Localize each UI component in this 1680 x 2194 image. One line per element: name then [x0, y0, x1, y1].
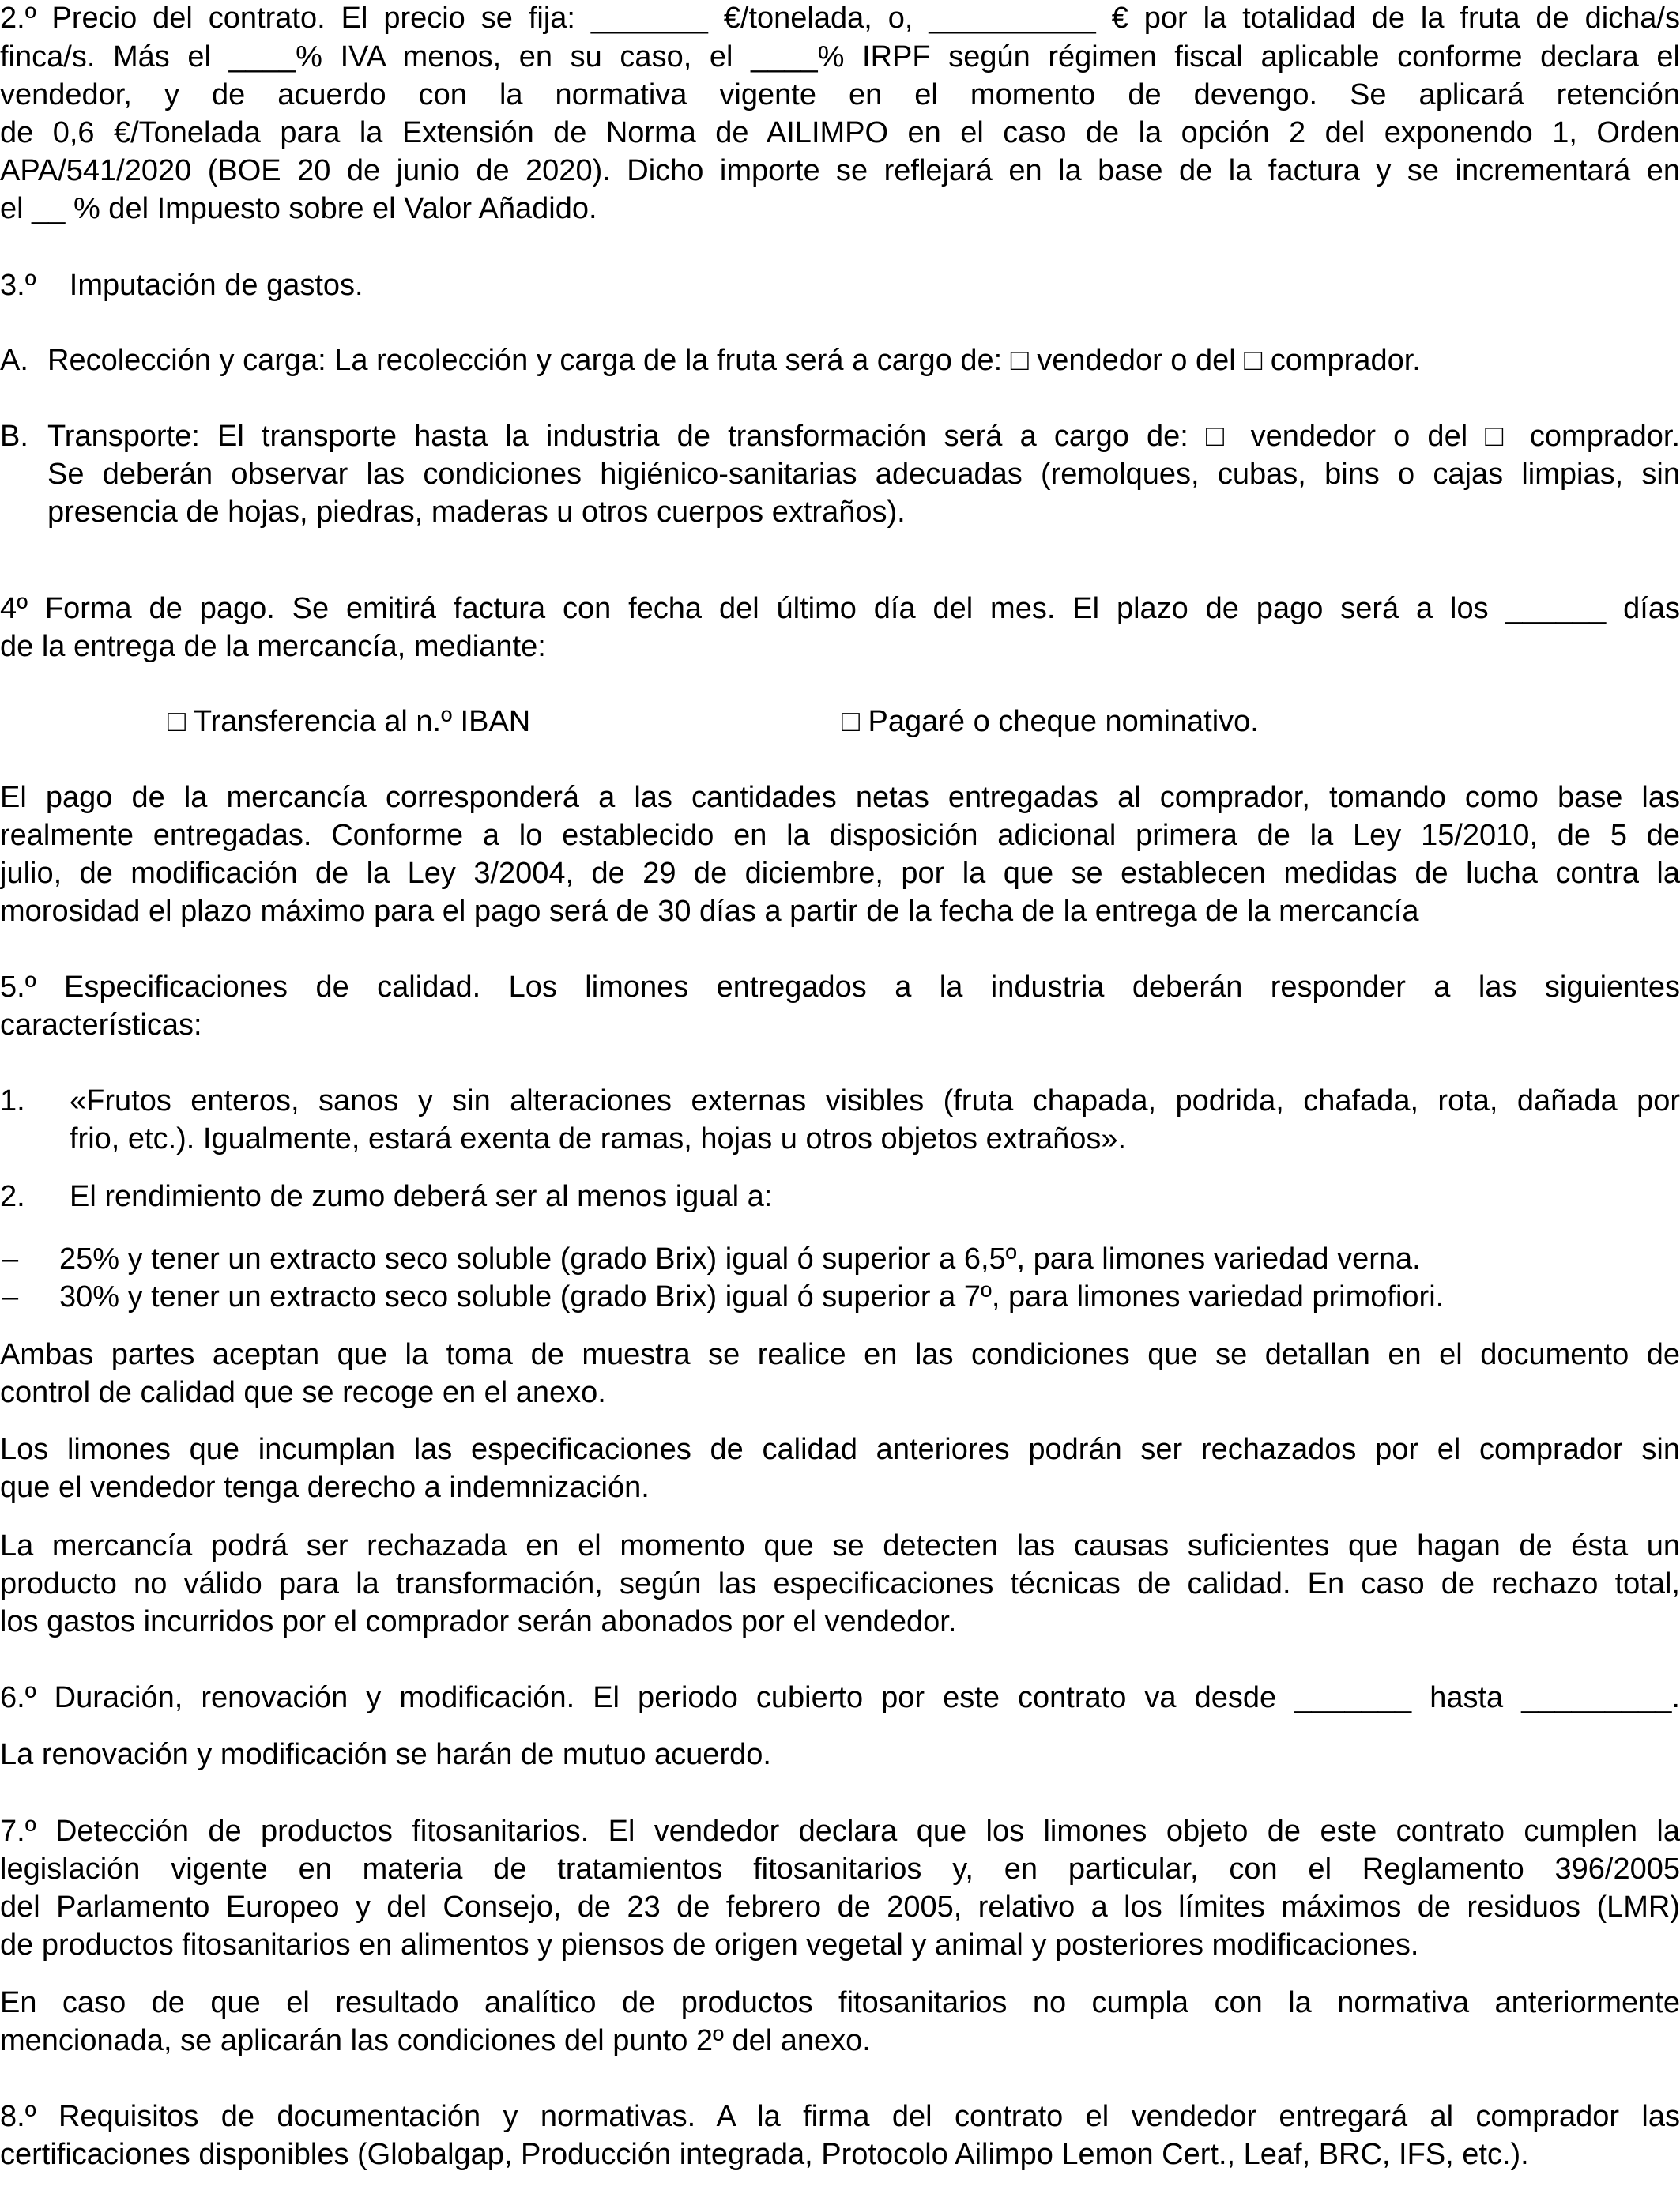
- list-number: 1.: [0, 1084, 25, 1118]
- text-line: vendedor, y de acuerdo con la normativa vigente en el momento de devengo. Se aplicará retención: [0, 78, 1680, 111]
- text-line: finca/s. Más el ____% IVA menos, en su caso, el ____% IRPF según régimen fiscal aplicable conforme declara el: [0, 40, 1680, 74]
- list-label: B.: [0, 420, 28, 453]
- text-line: En caso de que el resultado analítico de productos fitosanitarios no cumpla con la normativa anteriormente: [0, 1986, 1680, 2019]
- text-line: Los limones que incumplan las especificaciones de calidad anteriores podrán ser rechazados por el comprador sin: [0, 1433, 1680, 1466]
- list-label: A.: [0, 344, 28, 377]
- text-line: 4º Forma de pago. Se emitirá factura con fecha del último día del mes. El plazo de pago será a los ______ días: [0, 592, 1680, 625]
- text-line: julio, de modificación de la Ley 3/2004, de 29 de diciembre, por la que se establecen medidas de lucha contra la: [0, 857, 1680, 890]
- text-line: Recolección y carga: La recolección y carga de la fruta será a cargo de: □ vendedor o del □ comprador.: [47, 344, 1421, 377]
- text-line: de la entrega de la mercancía, mediante:: [0, 630, 546, 663]
- text-line: 25% y tener un extracto seco soluble (grado Brix) igual ó superior a 6,5º, para limones variedad verna.: [59, 1242, 1421, 1276]
- dash-bullet: –: [2, 1280, 19, 1314]
- text-line: 7.º Detección de productos fitosanitarios. El vendedor declara que los limones objeto de este contrato cumplen la: [0, 1815, 1680, 1848]
- text-line: control de calidad que se recoge en el anexo.: [0, 1376, 606, 1409]
- text-line: que el vendedor tenga derecho a indemnización.: [0, 1471, 650, 1504]
- text-line: presencia de hojas, piedras, maderas u otros cuerpos extraños).: [47, 496, 906, 529]
- text-line: La mercancía podrá ser rechazada en el momento que se detecten las causas suficientes que hagan de ésta un: [0, 1529, 1680, 1563]
- text-line: 5.º Especificaciones de calidad. Los limones entregados a la industria deberán responder a las siguientes: [0, 971, 1680, 1004]
- payment-option-cheque: □ Pagaré o cheque nominativo.: [842, 705, 1259, 738]
- text-line: Transporte: El transporte hasta la industria de transformación será a cargo de: □ vendedor o del □ comprador.: [47, 420, 1680, 453]
- text-line: La renovación y modificación se harán de mutuo acuerdo.: [0, 1738, 771, 1771]
- text-line: Ambas partes aceptan que la toma de muestra se realice en las condiciones que se detallan en el documento de: [0, 1338, 1680, 1371]
- text-line: características:: [0, 1008, 202, 1042]
- text-line: frio, etc.). Igualmente, estará exenta de ramas, hojas u otros objetos extraños».: [70, 1122, 1127, 1155]
- list-number: 2.: [0, 1180, 25, 1213]
- section-heading: 3.º Imputación de gastos.: [0, 269, 363, 302]
- text-line: producto no válido para la transformación, según las especificaciones técnicas de calidad. En caso de rechazo total,: [0, 1567, 1680, 1600]
- text-line: El pago de la mercancía corresponderá a las cantidades netas entregadas al comprador, tomando como base las: [0, 781, 1680, 814]
- text-line: 2.º Precio del contrato. El precio se fija: _______ €/tonelada, o, __________ € por la totalidad de la fruta de dicha/s: [0, 2, 1680, 35]
- text-line: morosidad el plazo máximo para el pago será de 30 días a partir de la fecha de la entrega de la mercancía: [0, 895, 1419, 928]
- text-line: legislación vigente en materia de tratamientos fitosanitarios y, en particular, con el Reglamento 396/2005: [0, 1853, 1680, 1886]
- dash-bullet: –: [2, 1242, 19, 1276]
- text-line: 6.º Duración, renovación y modificación. El periodo cubierto por este contrato va desde _______ hasta _________.: [0, 1681, 1680, 1714]
- text-line: los gastos incurridos por el comprador serán abonados por el vendedor.: [0, 1605, 957, 1638]
- text-line: el __ % del Impuesto sobre el Valor Añadido.: [0, 192, 597, 225]
- text-line: El rendimiento de zumo deberá ser al menos igual a:: [70, 1180, 773, 1213]
- text-line: realmente entregadas. Conforme a lo establecido en la disposición adicional primera de la Ley 15/2010, de 5 de: [0, 819, 1680, 852]
- text-line: Se deberán observar las condiciones higiénico-sanitarias adecuadas (remolques, cubas, bins o cajas limpias, sin: [47, 458, 1680, 491]
- text-line: de 0,6 €/Tonelada para la Extensión de Norma de AILIMPO en el caso de la opción 2 del exponendo 1, Orden: [0, 116, 1680, 149]
- text-line: mencionada, se aplicarán las condiciones del punto 2º del anexo.: [0, 2024, 871, 2057]
- text-line: APA/541/2020 (BOE 20 de junio de 2020). Dicho importe se reflejará en la base de la factura y se incrementará en: [0, 154, 1680, 187]
- text-line: certificaciones disponibles (Globalgap, Producción integrada, Protocolo Ailimpo Lemon Cert., Leaf, BRC, IFS, etc.).: [0, 2138, 1529, 2171]
- payment-option-transfer: □ Transferencia al n.º IBAN: [168, 705, 531, 738]
- text-line: del Parlamento Europeo y del Consejo, de 23 de febrero de 2005, relativo a los límites máximos de residuos (LMR): [0, 1891, 1680, 1924]
- text-line: 30% y tener un extracto seco soluble (grado Brix) igual ó superior a 7º, para limones variedad primofiori.: [59, 1280, 1445, 1314]
- text-line: de productos fitosanitarios en alimentos y piensos de origen vegetal y animal y posteriores modificaciones.: [0, 1928, 1419, 1962]
- text-line: 8.º Requisitos de documentación y normativas. A la firma del contrato el vendedor entregará al comprador las: [0, 2100, 1680, 2133]
- text-line: «Frutos enteros, sanos y sin alteraciones externas visibles (fruta chapada, podrida, chafada, rota, dañada por: [70, 1084, 1680, 1118]
